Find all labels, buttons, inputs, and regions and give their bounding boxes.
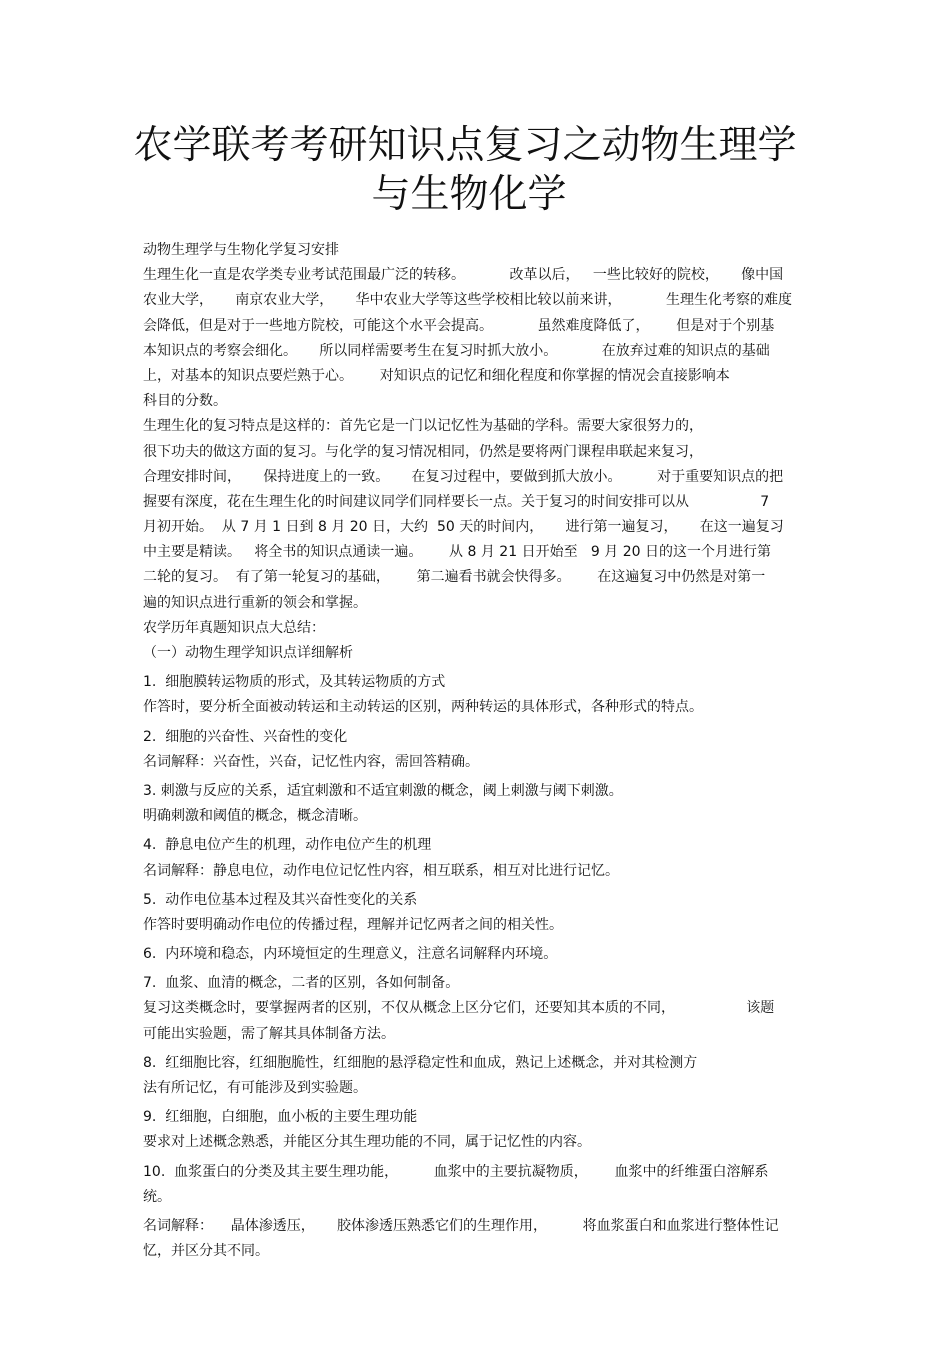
text-line: 科目的分数。 (143, 393, 227, 410)
text-line: 月初开始。 从 7 月 1 日到 8 月 20 日，大约 50 天的时间内， 进行第一遍复习， 在这一遍复习 (143, 519, 784, 536)
text-line: 本知识点的考察会细化。 所以同样需要考生在复习时抓大放小。 在放弃过难的知识点的基础 (143, 342, 770, 359)
text-line: 8. 红细胞比容，红细胞脆性，红细胞的悬浮稳定性和血成，熟记上述概念，并对其检测方 (143, 1054, 698, 1071)
text-line: 会降低，但是对于一些地方院校，可能这个水平会提高。 虽然难度降低了， 但是对于个别基 (143, 317, 775, 334)
text-line: 很下功夫的做这方面的复习。与化学的复习情况相同，仍然是要将两门课程串联起来复习， (143, 443, 703, 460)
text-line: 生理生化一直是农学类专业考试范围最广泛的转移。 改革以后， 一些比较好的院校， 像中国 (143, 267, 784, 284)
text-line: 6. 内环境和稳态，内环境恒定的生理意义，注意名词解释内环境。 (143, 946, 558, 963)
text-line: 农业大学， 南京农业大学， 华中农业大学等这些学校相比较以前来讲， 生理生化考察的难度 (143, 292, 793, 309)
text-line: 统。 (143, 1188, 171, 1205)
document-title-line-1: 农学联考考研知识点复习之动物生理学 (133, 123, 797, 168)
text-line: 名词解释：静息电位，动作电位记忆性内容，相互联系，相互对比进行记忆。 (143, 862, 619, 879)
text-line: 生理生化的复习特点是这样的：首先它是一门以记忆性为基础的学科。需要大家很努力的， (143, 418, 703, 435)
text-line: 动物生理学与生物化学复习安排 (143, 242, 339, 258)
text-line: 可能出实验题，需了解其具体制备方法。 (143, 1025, 395, 1042)
text-line: 要求对上述概念熟悉，并能区分其生理功能的不同，属于记忆性的内容。 (143, 1134, 591, 1151)
text-line: 作答时要明确动作电位的传播过程，理解并记忆两者之间的相关性。 (143, 916, 563, 933)
text-line: 10. 血浆蛋白的分类及其主要生理功能， 血浆中的主要抗凝物质， 血浆中的纤维蛋白溶解系 (143, 1163, 769, 1180)
text-line: 2. 细胞的兴奋性、兴奋性的变化 (143, 728, 348, 745)
text-line: 作答时，要分析全面被动转运和主动转运的区别，两种转运的具体形式，各种形式的特点。 (143, 699, 703, 716)
text-line: 上，对基本的知识点要烂熟于心。 对知识点的记忆和细化程度和你掌握的情况会直接影响本 (143, 367, 730, 384)
text-line: 9. 红细胞，白细胞，血小板的主要生理功能 (143, 1109, 418, 1126)
text-line: 7. 血浆、血清的概念，二者的区别，各如何制备。 (143, 975, 460, 992)
text-line: 明确刺激和阈值的概念，概念清晰。 (143, 808, 367, 825)
text-line: 复习这类概念时，要掌握两者的区别，不仅从概念上区分它们，还要知其本质的不同， 该题 (143, 1000, 775, 1017)
text-line: 遍的知识点进行重新的领会和掌握。 (143, 594, 367, 611)
text-line: 二轮的复习。 有了第一轮复习的基础， 第二遍看书就会快得多。 在这遍复习中仍然是对第一 (143, 569, 766, 586)
text-line: 3. 刺激与反应的关系，适宜刺激和不适宜刺激的概念，阈上刺激与阈下刺激。 (143, 782, 623, 799)
document-body (143, 238, 823, 1264)
text-line: 名词解释： 晶体渗透压， 胶体渗透压熟悉它们的生理作用， 将血浆蛋白和血浆进行整体性记 (143, 1217, 779, 1234)
text-line: 1. 细胞膜转运物质的形式，及其转运物质的方式 (143, 674, 446, 691)
text-line: 中主要是精读。 将全书的知识点通读一遍。 从 8 月 21 日开始至 9 月 20 日的这一个月进行第 (143, 544, 771, 561)
text-line: 握要有深度，花在生理生化的时间建议同学们同样要长一点。关于复习的时间安排可以从 7 (143, 493, 770, 510)
text-line: 忆，并区分其不同。 (143, 1243, 269, 1260)
text-line: 法有所记忆，有可能涉及到实验题。 (143, 1080, 367, 1096)
text-line: 4. 静息电位产生的机理，动作电位产生的机理 (143, 837, 432, 854)
text-line: 合理安排时间， 保持进度上的一致。 在复习过程中，要做到抓大放小。 对于重要知识点的把 (143, 468, 784, 485)
text-line: 名词解释：兴奋性，兴奋，记忆性内容，需回答精确。 (143, 753, 479, 770)
text-line: 5. 动作电位基本过程及其兴奋性变化的关系 (143, 891, 418, 908)
document-title-line-2: 与生物化学 (371, 172, 567, 217)
text-line: 农学历年真题知识点大总结： (143, 619, 325, 636)
text-line: （一）动物生理学知识点详细解析 (143, 645, 353, 661)
